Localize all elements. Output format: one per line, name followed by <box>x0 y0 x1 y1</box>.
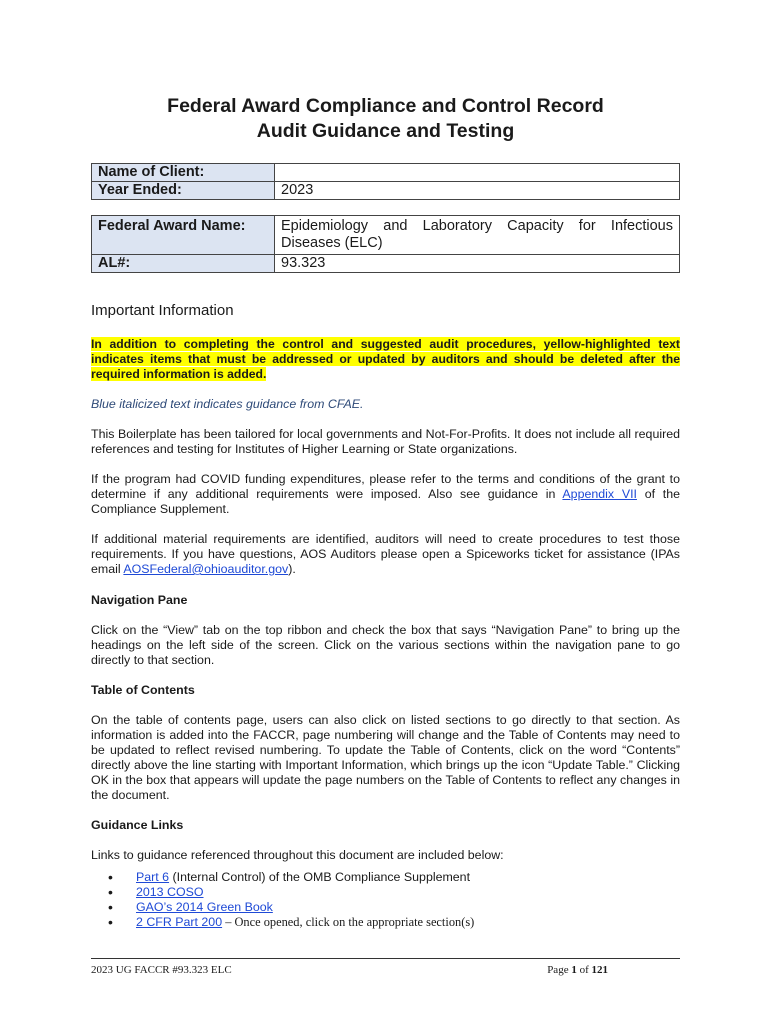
list-item: • 2 CFR Part 200 – Once opened, click on the appropriate section(s) <box>100 915 474 930</box>
page-footer <box>91 964 680 976</box>
list-item <box>100 885 474 900</box>
table-of-contents-text: On the table of contents page, users can also click on listed sections to go directly to that section. As information is added into the FACCR, page numbering will change and the Table of Contents may need to be updated to reflect revised numbering. To update the Table of Contents, click on the word “Contents” directly above the line starting with Important Information, which brings up the icon “Update Table.” Clicking OK in the box that appears will update the page numbers on the Table of Contents to reflect any changes in the document. <box>91 713 680 802</box>
list-item: • Part 6 (Internal Control) of the OMB Compliance Supplement <box>100 870 474 885</box>
highlight-instructions <box>91 337 680 382</box>
document-title <box>91 94 680 144</box>
al-number-value[interactable]: 93.323 <box>275 255 680 273</box>
al-number-label: AL#: <box>92 255 275 273</box>
list-item <box>100 900 474 915</box>
guidance-links-list <box>100 870 474 930</box>
year-ended-label: Year Ended: <box>92 182 275 200</box>
navigation-pane-text: Click on the “View” tab on the top ribbon and check the box that says “Navigation Pane” to bring up the headings on the left side of the screen. Click on the various sections within the navigation pane to go directly to that section. <box>91 623 680 667</box>
table-of-contents-heading: Table of Contents <box>91 683 195 697</box>
guidance-links-intro: Links to guidance referenced throughout this document are included below: <box>91 848 504 862</box>
boilerplate-paragraph: This Boilerplate has been tailored for local governments and Not-For-Profits. It does not include all required references and testing for Institutes of Higher Learning or State organizations. <box>91 427 680 456</box>
guidance-links-heading: Guidance Links <box>91 818 184 832</box>
covid-paragraph: If the program had COVID funding expenditures, please refer to the terms and conditions of the grant to determine if any additional requirements were imposed. Also see guidance in Appendix VII of the Compliance Supplement. <box>91 472 680 516</box>
green-book-link[interactable]: GAO’s 2014 Green Book <box>136 900 273 914</box>
blue-guidance-note: Blue italicized text indicates guidance from CFAE. <box>91 397 364 411</box>
page-number: Page 1 of 121 <box>547 964 608 976</box>
coso-2013-link[interactable]: 2013 COSO <box>136 885 204 899</box>
footer-document-id: 2023 UG FACCR #93.323 ELC <box>91 964 232 976</box>
appendix-vii-link[interactable]: Appendix VII <box>562 487 637 501</box>
name-of-client-value[interactable] <box>275 164 680 182</box>
cfr-part-200-link[interactable]: 2 CFR Part 200 <box>136 915 223 929</box>
award-table <box>91 215 680 273</box>
material-requirements-paragraph: If additional material requirements are identified, auditors will need to create procedures to test those requirements. If you have questions, AOS Auditors please open a Spiceworks ticket for assistance (IPAs email AOSFederal@ohioauditor.gov). <box>91 532 680 576</box>
important-information-heading: Important Information <box>91 302 234 319</box>
title-line-2: Audit Guidance and Testing <box>256 120 515 142</box>
client-table <box>91 163 680 200</box>
navigation-pane-heading: Navigation Pane <box>91 593 188 607</box>
title-line-1: Federal Award Compliance and Control Record <box>167 95 604 117</box>
footer-divider <box>91 958 680 959</box>
federal-award-name-label: Federal Award Name: <box>92 216 275 255</box>
federal-award-name-value[interactable]: Epidemiology and Laboratory Capacity for Infectious Diseases (ELC) <box>275 216 680 255</box>
aos-federal-email-link[interactable]: AOSFederal@ohioauditor.gov <box>123 562 289 576</box>
highlighted-text: In addition to completing the control and suggested audit procedures, yellow-highlighted text indicates items that must be addressed or updated by auditors and should be deleted after the required information is added. <box>91 337 680 381</box>
year-ended-value[interactable]: 2023 <box>275 182 680 200</box>
part-6-link[interactable]: Part 6 <box>136 870 170 884</box>
name-of-client-label: Name of Client: <box>92 164 275 182</box>
